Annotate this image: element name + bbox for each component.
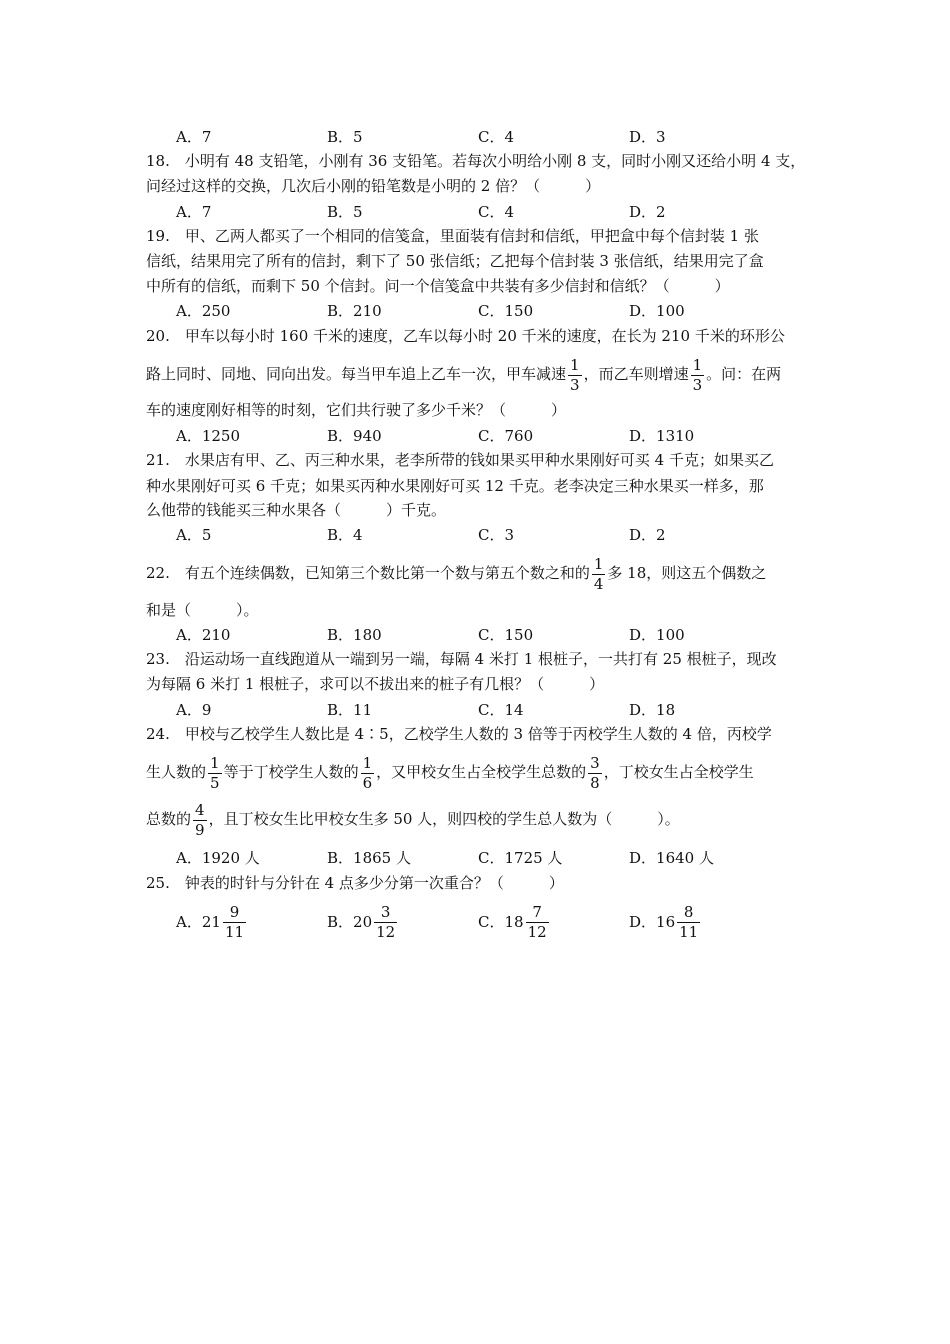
q20-text-line-3: 车的速度刚好相等的时刻，它们共行驶了多少千米？（ ） [146, 401, 567, 419]
option-a[interactable]: A．9 [176, 701, 212, 719]
fraction: $\frac{8}{11}$ [679, 902, 699, 941]
option-a[interactable]: A．250 [176, 302, 231, 320]
fraction: $\frac{1}{3}$ [570, 355, 580, 394]
option-a[interactable]: A． 21 $\frac{9}{11}$ [176, 902, 245, 941]
q24-text-line-3: 总数的 $\frac{4}{9}$ ，且丁校女生比甲校女生多 50 人，则四校的学生总人数为（ ）。 [146, 800, 680, 839]
q18-text-line-1: 18. 小明有 48 支铅笔，小刚有 36 支铅笔。若每次小明给小刚 8 支，同时小刚又还给小明 4 支， [146, 152, 806, 170]
option-c[interactable]: C．150 [478, 302, 534, 320]
q21-text-line-3: 么他带的钱能买三种水果各（ ）千克。 [146, 501, 447, 519]
option-d[interactable]: D．3 [629, 128, 666, 146]
fraction: $\frac{1}{3}$ [692, 355, 703, 394]
option-d[interactable]: D．1640 人 [629, 849, 714, 867]
option-c[interactable]: C．1725 人 [478, 849, 563, 867]
option-d[interactable]: D．100 [629, 626, 685, 644]
option-a[interactable]: A．210 [176, 626, 231, 644]
q25-text-line-1: 25. 钟表的时针与分针在 4 点多少分第一次重合？（ ） [146, 874, 564, 892]
fraction: $\frac{1}{5}$ [210, 753, 220, 792]
option-c[interactable]: C． 18 $\frac{7}{12}$ [478, 902, 547, 941]
q22-text-line-2: 和是（ ）。 [146, 601, 259, 619]
option-b[interactable]: B． 20 $\frac{3}{12}$ [327, 902, 396, 941]
q24-text-line-2: 生人数的 $\frac{1}{5}$ 等于丁校学生人数的 $\frac{1}{6}$ ，又甲校女生占全校学生总数的 $\frac{3}{8}$ ，丁校女生占全校学生 [146, 753, 754, 792]
q21-text-line-1: 21. 水果店有甲、乙、丙三种水果，老李所带的钱如果买甲种水果刚好可买 4 千克；如果买乙 [146, 451, 774, 469]
option-d[interactable]: D．18 [629, 701, 676, 719]
fraction: $\frac{3}{12}$ [376, 902, 396, 941]
option-c[interactable]: C．14 [478, 701, 524, 719]
q23-text-line-2: 为每隔 6 米打 1 根桩子，求可以不拔出来的桩子有几根？（ ） [146, 675, 605, 693]
q22-options [0, 624, 950, 648]
option-c[interactable]: C．4 [478, 128, 515, 146]
fraction: $\frac{4}{9}$ [195, 800, 205, 839]
option-c[interactable]: C．3 [478, 526, 515, 544]
fraction: $\frac{1}{4}$ [593, 554, 604, 593]
option-b[interactable]: B．5 [327, 128, 363, 146]
fraction: $\frac{1}{6}$ [362, 753, 373, 792]
q20-text-line-2: 路上同时、同地、同向出发。每当甲车追上乙车一次，甲车减速 $\frac{1}{3}$ ，而乙车则增速 $\frac{1}{3}$ 。问：在两 [146, 355, 782, 394]
option-d[interactable]: D．2 [629, 203, 666, 221]
fraction: $\frac{3}{8}$ [590, 753, 600, 792]
option-d[interactable]: D．1310 [629, 427, 695, 445]
q24-text-line-1: 24. 甲校与乙校学生人数比是 4∶5，乙校学生人数的 3 倍等于丙校学生人数的 4 倍，丙校学 [146, 725, 772, 743]
q21-options [0, 524, 950, 548]
option-a[interactable]: A．5 [176, 526, 212, 544]
option-b[interactable]: B．5 [327, 203, 363, 221]
option-a[interactable]: A．7 [176, 203, 212, 221]
q19-text-line-3: 中所有的信纸，而剩下 50 个信封。问一个信笺盒中共装有多少信封和信纸？（ ） [146, 277, 730, 295]
option-c[interactable]: C．760 [478, 427, 534, 445]
q20-options [0, 425, 950, 449]
fraction: $\frac{9}{11}$ [224, 902, 245, 941]
q17-options [0, 126, 950, 150]
q18-text-line-2: 问经过这样的交换，几次后小刚的铅笔数是小明的 2 倍？（ ） [146, 177, 601, 195]
fraction: $\frac{7}{12}$ [527, 902, 547, 941]
option-d[interactable]: D．100 [629, 302, 685, 320]
q24-options [0, 847, 950, 871]
option-b[interactable]: B．1865 人 [327, 849, 411, 867]
option-a[interactable]: A．7 [176, 128, 212, 146]
option-b[interactable]: B．210 [327, 302, 382, 320]
option-b[interactable]: B．4 [327, 526, 363, 544]
q23-text-line-1: 23. 沿运动场一直线跑道从一端到另一端，每隔 4 米打 1 根桩子，一共打有 25 根桩子，现改 [146, 650, 777, 668]
option-d[interactable]: D．2 [629, 526, 666, 544]
option-b[interactable]: B．940 [327, 427, 382, 445]
q18-options [0, 201, 950, 225]
q19-options [0, 300, 950, 324]
option-d[interactable]: D． 16 $\frac{8}{11}$ [629, 902, 699, 941]
option-b[interactable]: B．11 [327, 701, 373, 719]
option-a[interactable]: A．1250 [176, 427, 241, 445]
option-c[interactable]: C．4 [478, 203, 515, 221]
q20-text-line-1: 20. 甲车以每小时 160 千米的速度，乙车以每小时 20 千米的速度，在长为 210 千米的环形公 [146, 327, 785, 345]
q19-text-line-1: 19. 甲、乙两人都买了一个相同的信笺盒，里面装有信封和信纸，甲把盒中每个信封装 1 张 [146, 227, 759, 245]
q25-options [0, 900, 950, 944]
option-b[interactable]: B．180 [327, 626, 382, 644]
q21-text-line-2: 种水果刚好可买 6 千克；如果买丙种水果刚好可买 12 千克。老李决定三种水果买一样多，那 [146, 477, 764, 495]
q23-options [0, 699, 950, 723]
q19-text-line-2: 信纸，结果用完了所有的信封，剩下了 50 张信纸；乙把每个信封装 3 张信纸，结果用完了盒 [146, 252, 764, 270]
option-c[interactable]: C．150 [478, 626, 534, 644]
option-a[interactable]: A．1920 人 [176, 849, 260, 867]
q22-text-line-1: 22. 有五个连续偶数，已知第三个数比第一个数与第五个数之和的 $\frac{1}{4}$ 多 18，则这五个偶数之 [146, 554, 767, 593]
